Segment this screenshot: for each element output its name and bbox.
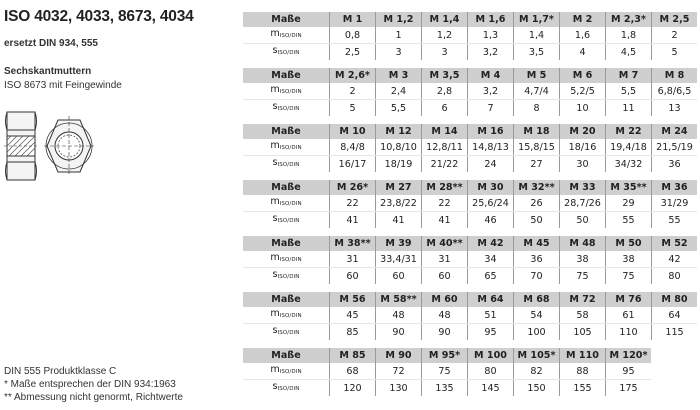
- m-subscript: ISO/DIN: [279, 89, 302, 95]
- header-label: Maße: [243, 348, 330, 363]
- width-s-cell: 13: [668, 102, 681, 114]
- width-s-cell: 7: [468, 100, 514, 117]
- height-m-cell: 58: [560, 307, 606, 324]
- height-m-cell: 38: [560, 251, 606, 268]
- width-s-cell: 18/19: [376, 156, 422, 173]
- width-s-cell: 80: [668, 270, 681, 282]
- size-cell: M 20: [560, 124, 606, 139]
- height-m-cell: 31: [330, 251, 376, 268]
- m-subscript: ISO/DIN: [279, 313, 302, 319]
- width-s-cell: 110: [606, 324, 652, 341]
- width-s-cell: 16/17: [330, 156, 376, 173]
- width-s-cell: 90: [422, 324, 468, 341]
- size-cell: M 2,5: [652, 12, 698, 27]
- size-cell: M 72: [560, 292, 606, 307]
- width-s-cell: 2,5: [330, 44, 376, 61]
- size-cell: M 45: [514, 236, 560, 251]
- width-s-cell: 105: [560, 324, 606, 341]
- width-s-cell: 60: [422, 268, 468, 285]
- s-subscript: ISO/DIN: [277, 274, 300, 280]
- m-subscript: ISO/DIN: [279, 201, 302, 207]
- size-cell: M 1,4: [422, 12, 468, 27]
- table-row: [243, 180, 697, 195]
- height-m-cell: 19,4/18: [606, 139, 652, 156]
- height-m-cell: 23,8/22: [376, 195, 422, 212]
- size-cell: M 1: [330, 12, 376, 27]
- m-symbol: m: [270, 364, 280, 375]
- size-cell: M 60: [422, 292, 468, 307]
- nut-side-view: [4, 112, 38, 180]
- height-m-cell: 10,8/10: [376, 139, 422, 156]
- width-s-cell: 75: [606, 268, 652, 285]
- size-cell: M 22: [606, 124, 652, 139]
- height-m-cell: 95: [606, 363, 652, 380]
- width-s-cell: 3: [422, 44, 468, 61]
- size-table: [243, 68, 697, 116]
- s-subscript: ISO/DIN: [277, 106, 300, 112]
- header-label: Maße: [243, 12, 330, 27]
- s-symbol: s: [272, 101, 278, 112]
- width-s-cell: 60: [376, 268, 422, 285]
- size-cell: M 10: [330, 124, 376, 139]
- table-row: [243, 236, 697, 251]
- header-label: Maße: [243, 180, 330, 195]
- size-cell: M 2,6*: [330, 68, 376, 83]
- s-subscript: ISO/DIN: [277, 162, 300, 168]
- height-m-cell: 8,4/8: [330, 139, 376, 156]
- height-m-cell: 1,6: [560, 27, 606, 44]
- m-symbol: m: [270, 196, 280, 207]
- height-m-cell: 3,2: [468, 83, 514, 100]
- replaces-note: ersetzt DIN 934, 555: [4, 38, 98, 49]
- height-m-cell: 1,8: [606, 27, 652, 44]
- size-cell: M 50: [606, 236, 652, 251]
- width-s-cell: 3,2: [468, 44, 514, 61]
- table-row: [243, 212, 697, 229]
- size-cell: M 24: [652, 124, 698, 139]
- height-m-cell: 1,4: [514, 27, 560, 44]
- table-row: [243, 363, 651, 380]
- height-m-cell: 21,5/19: [652, 139, 698, 156]
- size-cell: M 52: [652, 236, 698, 251]
- size-cell: M 85: [330, 348, 376, 363]
- table-row: [243, 307, 697, 324]
- size-cell: M 28**: [422, 180, 468, 195]
- header-label: Maße: [243, 236, 330, 251]
- table-row: [243, 268, 697, 285]
- table-row: [243, 348, 651, 363]
- m-row-label: [243, 27, 330, 44]
- table-row: [243, 195, 697, 212]
- height-m-cell: 48: [376, 307, 422, 324]
- height-m-cell: 88: [560, 363, 606, 380]
- size-cell: M 64: [468, 292, 514, 307]
- width-s-cell: 41: [376, 212, 422, 229]
- m-row-label: [243, 363, 330, 380]
- table-row: [243, 12, 697, 27]
- height-m-cell: 25,6/24: [468, 195, 514, 212]
- size-table: [243, 236, 697, 284]
- table-row: [243, 156, 697, 173]
- width-s-cell: 145: [468, 380, 514, 397]
- size-cell: M 36: [652, 180, 698, 195]
- width-s-cell: 150: [514, 380, 560, 397]
- m-symbol: m: [270, 84, 280, 95]
- header-label: Maße: [243, 292, 330, 307]
- size-cell: M 12: [376, 124, 422, 139]
- width-s-cell: 85: [330, 324, 376, 341]
- size-cell: M 33: [560, 180, 606, 195]
- size-cell: M 16: [468, 124, 514, 139]
- m-symbol: m: [270, 308, 280, 319]
- product-subtitle: Sechskantmuttern: [4, 66, 92, 77]
- height-m-cell: 72: [376, 363, 422, 380]
- size-cell: M 56: [330, 292, 376, 307]
- s-subscript: ISO/DIN: [277, 330, 300, 336]
- width-s-cell: 36: [668, 158, 681, 170]
- size-cell: M 4: [468, 68, 514, 83]
- height-m-cell: 6,8/6,5: [652, 83, 698, 100]
- height-m-cell: 12,8/11: [422, 139, 468, 156]
- table-row: [243, 251, 697, 268]
- footnote-product-class: DIN 555 Produktklasse C: [4, 366, 117, 377]
- table-row: [243, 139, 697, 156]
- size-table: [243, 348, 651, 396]
- height-m-cell: 64: [652, 307, 698, 324]
- width-s-cell: 21/22: [422, 156, 468, 173]
- width-s-cell: 41: [330, 212, 376, 229]
- hex-nut-drawing: [4, 102, 102, 194]
- width-s-cell: 3: [376, 44, 422, 61]
- size-cell: M 110: [560, 348, 606, 363]
- size-cell: M 26*: [330, 180, 376, 195]
- height-m-cell: 18/16: [560, 139, 606, 156]
- standard-title: ISO 4032, 4033, 8673, 4034: [4, 8, 194, 25]
- height-m-cell: 29: [606, 195, 652, 212]
- size-cell: M 35**: [606, 180, 652, 195]
- fine-thread-note: ISO 8673 mit Feingewinde: [4, 80, 122, 91]
- size-cell: M 5: [514, 68, 560, 83]
- table-row: [243, 83, 697, 100]
- size-cell: M 3: [376, 68, 422, 83]
- footnotes: [4, 365, 183, 404]
- footnote-din-934: * Maße entsprechen der DIN 934:1963: [4, 379, 176, 390]
- size-cell: M 27: [376, 180, 422, 195]
- height-m-cell: 28,7/26: [560, 195, 606, 212]
- width-s-cell: 5,5: [376, 100, 422, 117]
- height-m-cell: 31: [422, 251, 468, 268]
- size-cell: M 30: [468, 180, 514, 195]
- size-table: [243, 180, 697, 228]
- s-row-label: [243, 380, 330, 397]
- width-s-cell: 5: [330, 100, 376, 117]
- height-m-cell: 14,8/13: [468, 139, 514, 156]
- size-cell: M 7: [606, 68, 652, 83]
- table-row: [243, 68, 697, 83]
- s-symbol: s: [272, 157, 278, 168]
- width-s-cell: 6: [422, 100, 468, 117]
- height-m-cell: 1,2: [422, 27, 468, 44]
- size-cell: M 1,6: [468, 12, 514, 27]
- size-cell: M 48: [560, 236, 606, 251]
- size-cell: M 100: [468, 348, 514, 363]
- height-m-cell: 1,3: [468, 27, 514, 44]
- size-cell: M 1,2: [376, 12, 422, 27]
- s-subscript: ISO/DIN: [277, 386, 300, 392]
- size-cell: M 80: [652, 292, 698, 307]
- size-cell: M 90: [376, 348, 422, 363]
- size-cell: M 8: [652, 68, 698, 83]
- s-subscript: ISO/DIN: [277, 50, 300, 56]
- size-table: [243, 124, 697, 172]
- width-s-cell: 5: [671, 46, 678, 58]
- height-m-cell: 22: [330, 195, 376, 212]
- width-s-cell: 24: [468, 156, 514, 173]
- height-m-cell: 2: [652, 27, 698, 44]
- width-s-cell: 41: [422, 212, 468, 229]
- m-row-label: [243, 307, 330, 324]
- width-s-cell: 46: [468, 212, 514, 229]
- width-s-cell: 130: [376, 380, 422, 397]
- width-s-cell: 135: [422, 380, 468, 397]
- height-m-cell: 68: [330, 363, 376, 380]
- width-s-cell: 3,5: [514, 44, 560, 61]
- width-s-cell: 27: [514, 156, 560, 173]
- height-m-cell: 5,2/5: [560, 83, 606, 100]
- size-cell: M 38**: [330, 236, 376, 251]
- height-m-cell: 34: [468, 251, 514, 268]
- height-m-cell: 82: [514, 363, 560, 380]
- width-s-cell: 4,5: [606, 44, 652, 61]
- width-s-cell: 120: [330, 380, 376, 397]
- height-m-cell: 61: [606, 307, 652, 324]
- width-s-cell: 50: [560, 212, 606, 229]
- s-row-label: [243, 324, 330, 341]
- m-row-label: [243, 83, 330, 100]
- m-symbol: m: [270, 140, 280, 151]
- height-m-cell: 42: [652, 251, 698, 268]
- m-row-label: [243, 139, 330, 156]
- s-symbol: s: [272, 269, 278, 280]
- size-cell: M 42: [468, 236, 514, 251]
- table-row: [243, 44, 697, 61]
- m-symbol: m: [270, 28, 280, 39]
- m-subscript: ISO/DIN: [279, 369, 302, 375]
- table-row: [243, 324, 697, 341]
- size-cell: M 95*: [422, 348, 468, 363]
- s-row-label: [243, 212, 330, 229]
- height-m-cell: 80: [468, 363, 514, 380]
- height-m-cell: 54: [514, 307, 560, 324]
- size-cell: M 6: [560, 68, 606, 83]
- header-label: Maße: [243, 124, 330, 139]
- m-subscript: ISO/DIN: [279, 257, 302, 263]
- height-m-cell: 1: [376, 27, 422, 44]
- table-row: [243, 124, 697, 139]
- size-cell: M 40**: [422, 236, 468, 251]
- width-s-cell: 10: [560, 100, 606, 117]
- size-cell: M 58**: [376, 292, 422, 307]
- left-panel: [4, 0, 232, 410]
- height-m-cell: 51: [468, 307, 514, 324]
- width-s-cell: 95: [468, 324, 514, 341]
- size-cell: M 18: [514, 124, 560, 139]
- m-symbol: m: [270, 252, 280, 263]
- width-s-cell: 4: [560, 44, 606, 61]
- height-m-cell: 33,4/31: [376, 251, 422, 268]
- size-cell: M 105*: [514, 348, 560, 363]
- size-cell: M 32**: [514, 180, 560, 195]
- width-s-cell: 55: [606, 212, 652, 229]
- footnote-not-standardized: ** Abmessung nicht genormt, Richtwerte: [4, 392, 183, 403]
- s-symbol: s: [272, 325, 278, 336]
- width-s-cell: 30: [560, 156, 606, 173]
- s-row-label: [243, 156, 330, 173]
- table-row: [243, 27, 697, 44]
- s-row-label: [243, 268, 330, 285]
- height-m-cell: 2,4: [376, 83, 422, 100]
- header-label: Maße: [243, 68, 330, 83]
- width-s-cell: 60: [330, 268, 376, 285]
- size-cell: M 1,7*: [514, 12, 560, 27]
- s-subscript: ISO/DIN: [277, 218, 300, 224]
- height-m-cell: 31/29: [652, 195, 698, 212]
- size-cell: M 39: [376, 236, 422, 251]
- size-cell: M 3,5: [422, 68, 468, 83]
- width-s-cell: 65: [468, 268, 514, 285]
- width-s-cell: 11: [606, 100, 652, 117]
- width-s-cell: 70: [514, 268, 560, 285]
- height-m-cell: 22: [422, 195, 468, 212]
- size-cell: M 2,3*: [606, 12, 652, 27]
- size-cell: M 14: [422, 124, 468, 139]
- m-subscript: ISO/DIN: [279, 145, 302, 151]
- width-s-cell: 55: [668, 214, 681, 226]
- size-table: [243, 12, 697, 60]
- height-m-cell: 5,5: [606, 83, 652, 100]
- height-m-cell: 2: [330, 83, 376, 100]
- height-m-cell: 38: [606, 251, 652, 268]
- s-symbol: s: [272, 45, 278, 56]
- height-m-cell: 2,8: [422, 83, 468, 100]
- size-cell: M 76: [606, 292, 652, 307]
- height-m-cell: 15,8/15: [514, 139, 560, 156]
- height-m-cell: 36: [514, 251, 560, 268]
- s-symbol: s: [272, 213, 278, 224]
- width-s-cell: 75: [560, 268, 606, 285]
- nut-top-view: [44, 116, 94, 176]
- width-s-cell: 90: [376, 324, 422, 341]
- height-m-cell: 45: [330, 307, 376, 324]
- height-m-cell: 75: [422, 363, 468, 380]
- width-s-cell: 175: [619, 382, 638, 394]
- size-table: [243, 292, 697, 340]
- m-subscript: ISO/DIN: [279, 33, 302, 39]
- size-cell: M 120*: [606, 348, 652, 363]
- size-cell: M 2: [560, 12, 606, 27]
- width-s-cell: 155: [560, 380, 606, 397]
- height-m-cell: 0,8: [330, 27, 376, 44]
- table-row: [243, 292, 697, 307]
- s-row-label: [243, 100, 330, 117]
- table-row: [243, 100, 697, 117]
- height-m-cell: 48: [422, 307, 468, 324]
- width-s-cell: 100: [514, 324, 560, 341]
- width-s-cell: 115: [665, 326, 684, 338]
- height-m-cell: 26: [514, 195, 560, 212]
- size-cell: M 68: [514, 292, 560, 307]
- width-s-cell: 50: [514, 212, 560, 229]
- width-s-cell: 8: [514, 100, 560, 117]
- height-m-cell: 4,7/4: [514, 83, 560, 100]
- m-row-label: [243, 195, 330, 212]
- s-symbol: s: [272, 381, 278, 392]
- width-s-cell: 34/32: [606, 156, 652, 173]
- m-row-label: [243, 251, 330, 268]
- s-row-label: [243, 44, 330, 61]
- table-row: [243, 380, 651, 397]
